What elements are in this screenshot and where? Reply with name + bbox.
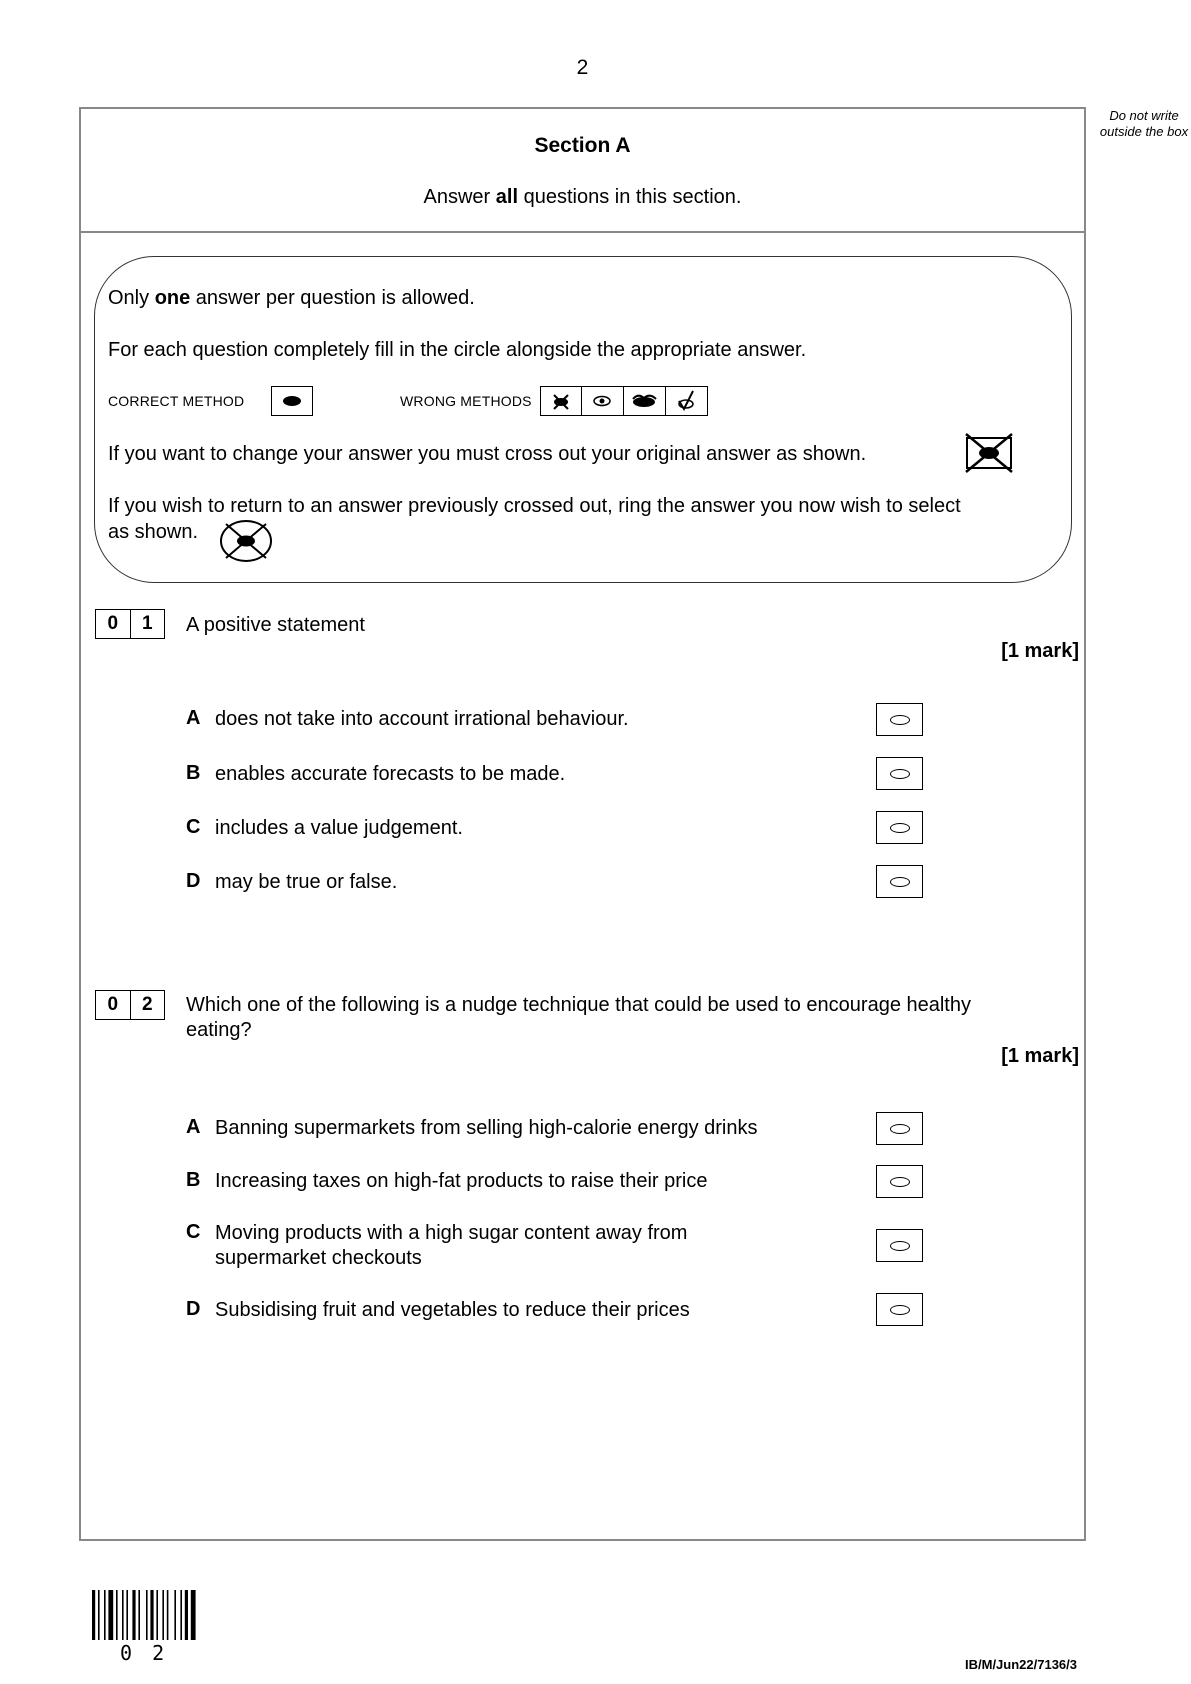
instruction-one-answer: Only one answer per question is allowed.: [108, 287, 475, 309]
wrong-method-cross: [540, 386, 582, 416]
option-text: Banning supermarkets from selling high-calorie energy drinks: [215, 1117, 758, 1139]
wrong-method-scribble: [624, 386, 666, 416]
wrong-method-tick: [666, 386, 708, 416]
option-letter: D: [186, 1298, 201, 1320]
question-02-marks: [1 mark]: [1001, 1045, 1079, 1067]
section-title: Section A: [534, 134, 631, 157]
barcode-number: 0 2: [120, 1641, 169, 1665]
option-text: may be true or false.: [215, 871, 398, 893]
question-02-stem-cont: eating?: [186, 1019, 252, 1041]
margin-note: Do not write outside the box: [1099, 108, 1189, 139]
answer-bubble-02-b[interactable]: [876, 1165, 923, 1198]
ringed-crossed-answer-icon: [218, 518, 274, 564]
answer-bubble-01-a[interactable]: [876, 703, 923, 736]
option-letter: A: [186, 707, 201, 729]
question-01-stem: A positive statement: [186, 614, 365, 636]
wrong-methods-examples: [540, 386, 708, 416]
section-divider: [79, 231, 1086, 233]
filled-oval-icon: [272, 387, 312, 415]
instruction-return-answer: If you wish to return to an answer previously crossed out, ring the answer you now wish to select: [108, 495, 961, 517]
answer-bubble-02-c[interactable]: [876, 1229, 923, 1262]
question-02-stem: Which one of the following is a nudge technique that could be used to encourage healthy: [186, 994, 971, 1016]
page-number: 2: [576, 56, 589, 79]
correct-method-example: [271, 386, 313, 416]
instruction-return-answer-cont: as shown.: [108, 521, 199, 543]
ticked-oval-icon: [666, 387, 706, 415]
option-letter: A: [186, 1116, 201, 1138]
question-number-01: 0 1: [95, 609, 165, 639]
option-text-cont: supermarket checkouts: [215, 1247, 422, 1269]
instruction-cross-out: If you want to change your answer you must cross out your original answer as shown.: [108, 443, 867, 465]
answer-bubble-01-d[interactable]: [876, 865, 923, 898]
option-text: Subsidising fruit and vegetables to reduce their prices: [215, 1299, 690, 1321]
crossed-out-box-icon: [964, 433, 1014, 473]
option-text: Increasing taxes on high-fat products to raise their price: [215, 1170, 708, 1192]
answer-bubble-01-b[interactable]: [876, 757, 923, 790]
answer-bubble-01-c[interactable]: [876, 811, 923, 844]
option-text: does not take into account irrational behaviour.: [215, 708, 629, 730]
question-number-02: 0 2: [95, 990, 165, 1020]
wrong-method-dot: [582, 386, 624, 416]
dotted-oval-icon: [582, 387, 622, 415]
option-letter: D: [186, 870, 201, 892]
section-instruction: Answer all questions in this section.: [423, 186, 742, 208]
correct-method-label: CORRECT METHOD: [108, 393, 245, 409]
option-letter: B: [186, 762, 201, 784]
barcode-icon: [92, 1590, 202, 1640]
option-text: includes a value judgement.: [215, 817, 463, 839]
option-letter: C: [186, 1221, 201, 1243]
question-01-marks: [1 mark]: [1001, 640, 1079, 662]
wrong-methods-label: WRONG METHODS: [400, 393, 532, 409]
option-letter: B: [186, 1169, 201, 1191]
option-text: Moving products with a high sugar content away from: [215, 1222, 688, 1244]
answer-bubble-02-d[interactable]: [876, 1293, 923, 1326]
option-text: enables accurate forecasts to be made.: [215, 763, 566, 785]
paper-reference: IB/M/Jun22/7136/3: [965, 1657, 1077, 1672]
option-letter: C: [186, 816, 201, 838]
crossed-oval-icon: [541, 387, 581, 415]
instruction-fill-circle: For each question completely fill in the circle alongside the appropriate answer.: [108, 339, 807, 361]
answer-bubble-02-a[interactable]: [876, 1112, 923, 1145]
scribbled-oval-icon: [624, 387, 664, 415]
